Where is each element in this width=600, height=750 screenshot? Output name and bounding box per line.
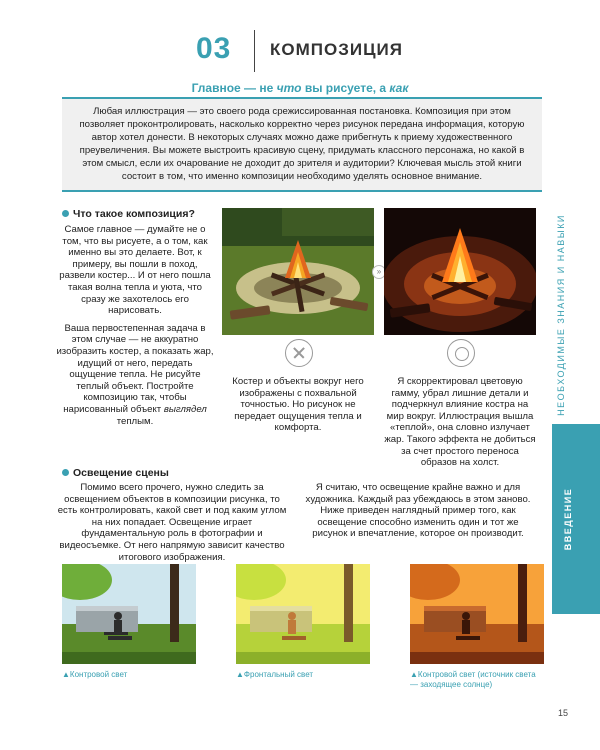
subtitle-emphasis: что	[276, 81, 302, 95]
chapter-subtitle	[0, 81, 600, 95]
circle-mark-icon	[447, 339, 475, 367]
section-heading-text: Освещение сцены	[73, 467, 169, 479]
frontlight-image	[236, 564, 370, 664]
section-heading-text: Что такое композиция?	[73, 208, 195, 220]
side-chapter-tab	[552, 424, 600, 614]
paragraph-text: теплым.	[116, 415, 154, 427]
bullet-dot-icon	[62, 210, 69, 217]
paragraph: Самое главное — думайте не о том, что вы рисуете, а о том, как именно вы это делаете. Вот, к примеру, вы пошли в поход, развели костер... И от него пошла такая волна тепла и уюта, что сразу же захотелось его нарисовать.	[59, 224, 211, 317]
bullet-dot-icon	[62, 469, 69, 476]
side-chapter-tab-text: ВВЕДЕНИЕ	[563, 487, 573, 551]
image-caption: ▲Контровой свет (источник света — заходящее солнце)	[410, 670, 536, 689]
chapter-number: 03	[196, 32, 232, 65]
subtitle-emphasis: как	[389, 81, 409, 95]
image-caption: ▲Контровой свет	[62, 670, 128, 679]
sunset-backlight-image	[410, 564, 544, 664]
intro-box: Любая иллюстрация — это своего рода срежиссированная постановка. Композиция при этом позволяет проконтролировать, насколько корректно через рисунок передана информация, которую автор хотел донести. В некоторых случаях можно даже прибегнуть к приему художественного преувеличения. Вы можете выстроить красивую сцену, придумать классного персонажа, но какой в этом смысл, если их очарование не доходит до зрителя и аудитории? Ключевая мысль этой книги состоит в том, что именно композиции необходимо уделять основное внимание.	[62, 97, 542, 192]
paragraph-emphasis: выглядел	[163, 403, 207, 415]
backlight-image	[62, 564, 196, 664]
image-caption: ▲Фронтальный свет	[236, 670, 314, 679]
header-divider	[254, 30, 255, 72]
section2-col1: Помимо всего прочего, нужно следить за освещением объектов в композиции рисунка, то есть контролировать, какой свет и под каким углом на них попадает. Освещение играет фундаментальную роль в фотографии и видеосъемке. От него напрямую зависит качество итогового изображения.	[57, 482, 287, 563]
page-number: 15	[558, 708, 569, 718]
section-heading	[62, 467, 169, 479]
section2-col2: Я считаю, что освещение крайне важно и для художника. Каждый раз убеждаюсь в этом заново. Ниже приведен наглядный пример того, как освещение способно изменить один и тот же рисунок и впечатление, которое он производит.	[305, 482, 531, 540]
caption-left: Костер и объекты вокруг него изображены с похвальной точностью. Но рисунок не передает ощущения тепла и комфорта.	[232, 376, 364, 434]
arrow-next-icon: »	[372, 265, 386, 279]
subtitle-part: вы рисуете, а	[301, 81, 390, 95]
section-heading	[62, 208, 195, 220]
side-section-label-text: НЕОБХОДИМЫЕ ЗНАНИЯ И НАВЫКИ	[556, 214, 566, 416]
paragraph-text: Ваша первостепенная задача в этом случае — не аккуратно изобразить костер, а показать жар, идущий от него, передать ощущение тепла. Не рисуйте теплый объект. Постройте композицию так, чтобы нарисованный объект	[56, 322, 214, 415]
section1-text	[56, 224, 214, 433]
campfire-before-image	[222, 208, 374, 335]
campfire-after-image	[384, 208, 536, 335]
caption-right: Я скорректировал цветовую гамму, убрал лишние детали и подчеркнул влияние костра на мир вокруг. Иллюстрация вышла «теплой», она словно излучает жар. Такого эффекта не добиться за счет простого переноса образов на холст.	[384, 376, 536, 469]
chapter-title: КОМПОЗИЦИЯ	[270, 40, 403, 59]
subtitle-part: Главное — не	[191, 81, 277, 95]
paragraph	[56, 323, 214, 427]
cross-mark-icon	[285, 339, 313, 367]
side-section-label	[552, 210, 570, 420]
